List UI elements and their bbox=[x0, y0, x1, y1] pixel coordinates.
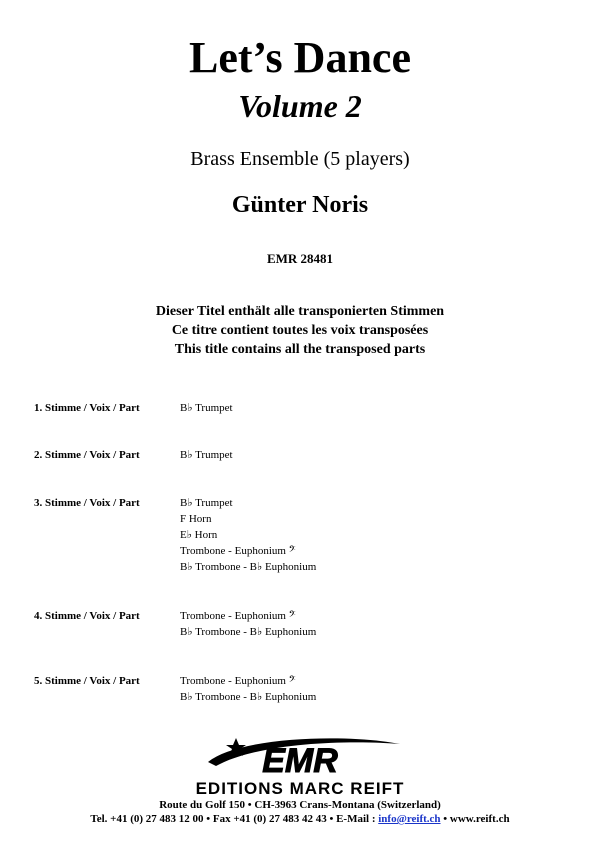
volume-subtitle: Volume 2 bbox=[238, 88, 362, 124]
publisher-address: Route du Golf 150 • CH-3963 Crans-Montana (Switzerland) bbox=[159, 799, 441, 811]
score-title: Let’s Dance bbox=[189, 33, 411, 82]
part-1-label: 1. Stimme / Voix / Part bbox=[34, 402, 140, 414]
part-3-instruments bbox=[180, 495, 316, 575]
publisher-contact: Tel. +41 (0) 27 483 12 00 • Fax +41 (0) 27 483 42 43 • E-Mail : info@reift.ch • www.reift.ch bbox=[90, 813, 510, 825]
part-4-instruments bbox=[180, 608, 316, 640]
part-2-instruments bbox=[180, 447, 233, 463]
part-5-instruments bbox=[180, 673, 316, 705]
instrument-item: B♭ Trumpet bbox=[180, 497, 233, 509]
instrument-item: F Horn bbox=[180, 513, 212, 525]
email-label: E-Mail : bbox=[336, 813, 376, 825]
instrument-item: Trombone - Euphonium 𝄢 bbox=[180, 610, 296, 622]
part-2-label: 2. Stimme / Voix / Part bbox=[34, 449, 140, 461]
logo-emr-text: EMR bbox=[262, 742, 338, 780]
composer-name: Günter Noris bbox=[231, 192, 369, 218]
instrument-item: Trombone - Euphonium 𝄢 bbox=[180, 675, 296, 687]
transposition-notes bbox=[0, 302, 600, 359]
catalog-code: EMR 28481 bbox=[266, 251, 334, 266]
part-1-instruments bbox=[180, 400, 233, 416]
ensemble-description: Brass Ensemble (5 players) bbox=[190, 148, 410, 170]
phone-number: Tel. +41 (0) 27 483 12 00 bbox=[90, 813, 204, 825]
instrument-item: B♭ Trombone - B♭ Euphonium bbox=[180, 691, 317, 703]
instrument-item: B♭ Trombone - B♭ Euphonium bbox=[180, 626, 317, 638]
logo-publisher-name: EDITIONS MARC REIFT bbox=[195, 779, 405, 798]
website-link[interactable]: www.reift.ch bbox=[449, 813, 510, 825]
instrument-item: B♭ Trumpet bbox=[180, 402, 233, 414]
instrument-item: E♭ Horn bbox=[180, 529, 218, 541]
note-english: This title contains all the transposed parts bbox=[174, 342, 426, 357]
part-3-label: 3. Stimme / Voix / Part bbox=[34, 497, 140, 509]
note-german: Dieser Titel enthält alle transponierten Stimmen bbox=[155, 304, 445, 319]
fax-number: Fax +41 (0) 27 483 42 43 bbox=[212, 813, 327, 825]
emr-logo bbox=[150, 732, 450, 798]
note-french: Ce titre contient toutes les voix transposées bbox=[171, 323, 429, 338]
part-4-label: 4. Stimme / Voix / Part bbox=[34, 610, 140, 622]
part-5-label: 5. Stimme / Voix / Part bbox=[34, 675, 140, 687]
instrument-item: Trombone - Euphonium 𝄢 bbox=[180, 545, 296, 557]
instrument-item: B♭ Trombone - B♭ Euphonium bbox=[180, 561, 317, 573]
instrument-item: B♭ Trumpet bbox=[180, 449, 233, 461]
email-link[interactable]: info@reift.ch bbox=[378, 813, 441, 825]
